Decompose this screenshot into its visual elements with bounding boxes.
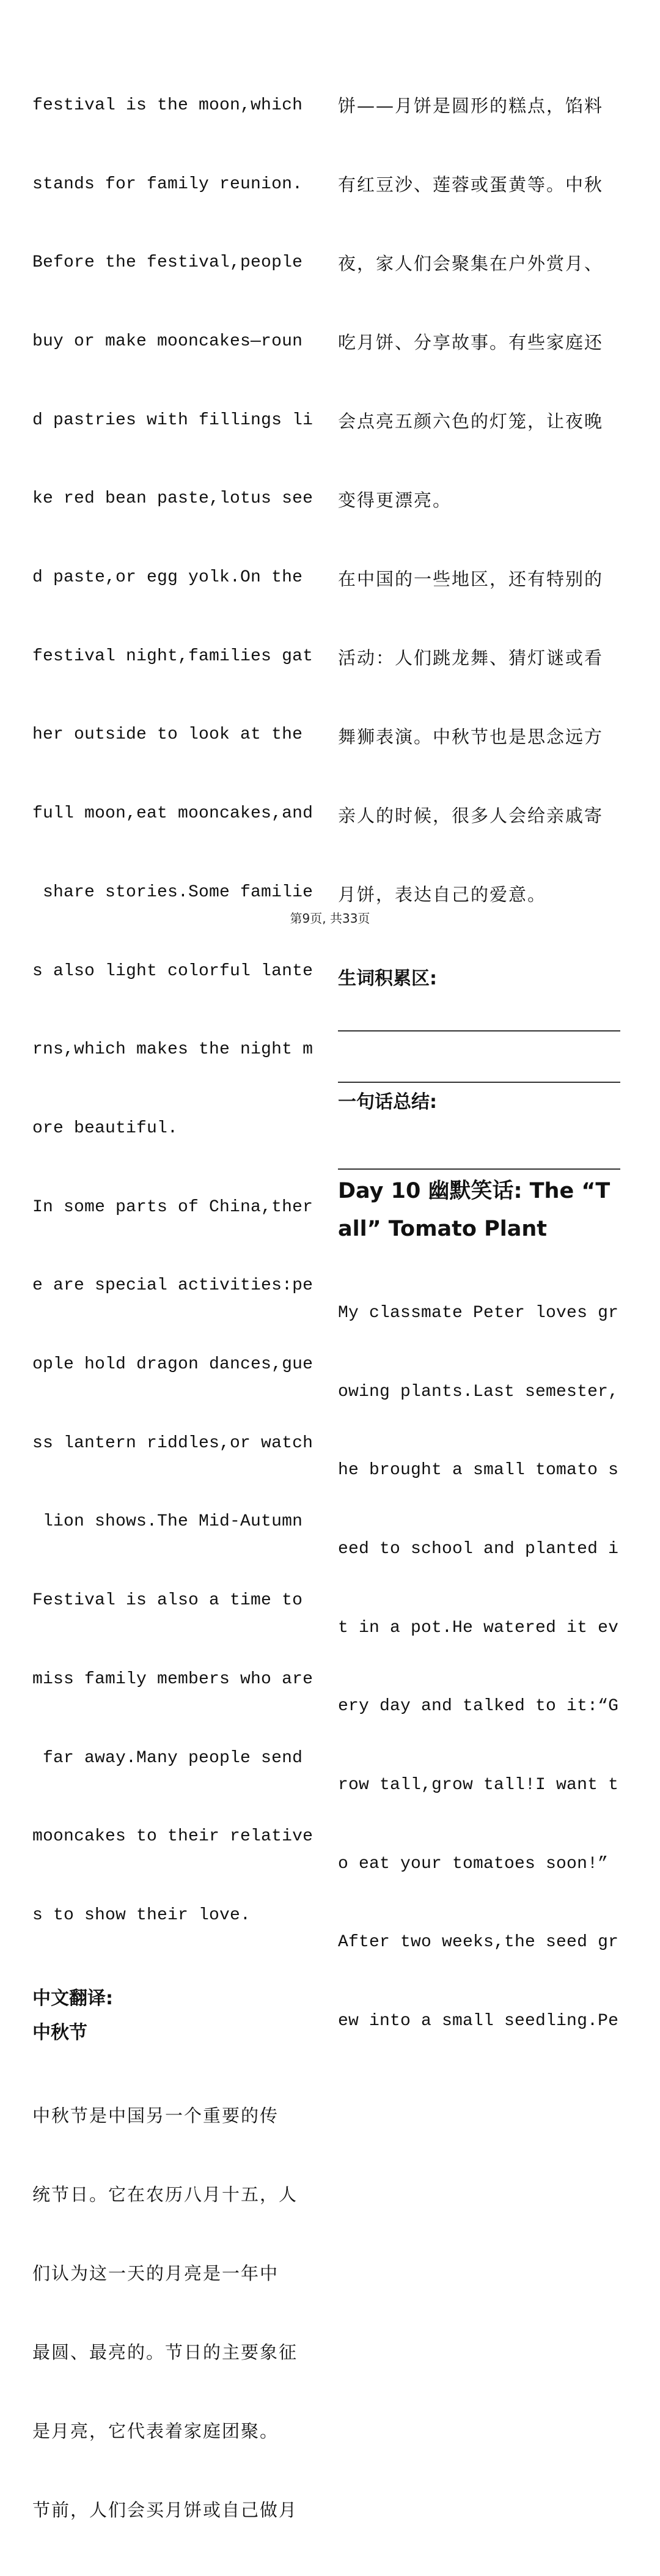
chinese-line: 变得更漂亮。 bbox=[338, 490, 452, 511]
story-line: ery day and talked to it:“G bbox=[338, 1697, 619, 1716]
english-line: Before the festival,people bbox=[32, 253, 303, 273]
story-line: ew into a small seedling.Pe bbox=[338, 2012, 619, 2031]
chinese-line: 有红豆沙、莲蓉或蛋黄等。中秋 bbox=[338, 174, 604, 195]
day-title-line: all” Tomato Plant bbox=[338, 1217, 548, 1241]
chinese-translation bbox=[32, 2050, 314, 2576]
chinese-line: 舞狮表演。中秋节也是思念远方 bbox=[338, 726, 604, 747]
chinese-line: 活动：人们跳龙舞、猜灯谜或看 bbox=[338, 648, 604, 668]
writing-line bbox=[338, 1082, 620, 1083]
english-line: miss family members who are bbox=[32, 1669, 314, 1689]
chinese-line: 月饼，表达自己的爱意。 bbox=[338, 884, 547, 905]
story-line: owing plants.Last semester, bbox=[338, 1382, 619, 1401]
english-line: ss lantern riddles,or watch bbox=[32, 1433, 314, 1453]
english-line: ore beautiful. bbox=[32, 1118, 178, 1138]
chinese-line: 夜，家人们会聚集在户外赏月、 bbox=[338, 253, 604, 274]
chinese-line: 统节日。它在农历八月十五，人 bbox=[32, 2183, 298, 2205]
english-line: s to show their love. bbox=[32, 1905, 251, 1925]
english-line: lion shows.The Mid-Autumn bbox=[32, 1512, 303, 1532]
english-passage bbox=[32, 40, 314, 1982]
story-line: he brought a small tomato s bbox=[338, 1461, 619, 1480]
left-column bbox=[32, 40, 314, 2576]
chinese-line: 中秋节是中国另一个重要的传 bbox=[32, 2105, 279, 2126]
english-line: In some parts of China,ther bbox=[32, 1197, 314, 1217]
story-line: My classmate Peter loves gr bbox=[338, 1303, 619, 1323]
english-line: stands for family reunion. bbox=[32, 174, 303, 194]
chinese-line: 吃月饼、分享故事。有些家庭还 bbox=[338, 332, 604, 353]
english-line: d paste,or egg yolk.On the bbox=[32, 568, 303, 588]
english-line: rns,which makes the night m bbox=[32, 1040, 314, 1060]
story-line: t in a pot.He watered it ev bbox=[338, 1618, 619, 1637]
english-line: Festival is also a time to bbox=[32, 1591, 303, 1611]
chinese-line: 最圆、最亮的。节日的主要象征 bbox=[32, 2341, 298, 2363]
summary-heading: 一句话总结: bbox=[338, 1091, 437, 1113]
vocab-heading: 生词积累区: bbox=[338, 968, 437, 989]
story-line: o eat your tomatoes soon!” bbox=[338, 1854, 609, 1873]
english-line: s also light colorful lante bbox=[32, 961, 314, 981]
chinese-line: 在中国的一些地区，还有特别的 bbox=[338, 569, 604, 589]
day-title bbox=[338, 1172, 620, 1248]
writing-line bbox=[338, 1168, 620, 1170]
english-line: festival night,families gat bbox=[32, 646, 314, 666]
translation-heading: 中文翻译: bbox=[32, 1987, 113, 2009]
chinese-line: 节前，人们会买月饼或自己做月 bbox=[32, 2499, 298, 2520]
right-column bbox=[338, 40, 620, 2087]
chinese-line: 会点亮五颜六色的灯笼，让夜晚 bbox=[338, 411, 604, 432]
chinese-line: 们认为这一天的月亮是一年中 bbox=[32, 2262, 279, 2284]
english-line: full moon,eat mooncakes,and bbox=[32, 804, 314, 824]
vocab-writing-space bbox=[338, 1032, 620, 1082]
english-line: d pastries with fillings li bbox=[32, 410, 314, 430]
story-line: After two weeks,the seed gr bbox=[338, 1933, 619, 1952]
english-line: her outside to look at the bbox=[32, 725, 303, 745]
english-line: ople hold dragon dances,gue bbox=[32, 1355, 314, 1375]
chinese-translation-continued bbox=[338, 40, 620, 961]
summary-writing-space bbox=[338, 1120, 620, 1168]
english-line: far away.Many people send bbox=[32, 1748, 303, 1768]
vocab-writing-space bbox=[338, 996, 620, 1030]
chinese-line: 饼——月饼是圆形的糕点，馅料 bbox=[338, 95, 604, 116]
story-passage bbox=[338, 1248, 620, 2087]
english-line: mooncakes to their relative bbox=[32, 1827, 314, 1847]
story-line: row tall,grow tall!I want t bbox=[338, 1776, 619, 1795]
translation-title: 中秋节 bbox=[32, 2021, 87, 2043]
page-number: 第9页, 共33页 bbox=[290, 911, 370, 926]
english-line: e are special activities:pe bbox=[32, 1276, 314, 1296]
english-line: share stories.Some familie bbox=[32, 882, 314, 902]
day-title-line: Day 10 幽默笑话: The “T bbox=[338, 1179, 610, 1203]
english-line: ke red bean paste,lotus see bbox=[32, 489, 314, 509]
story-line: eed to school and planted i bbox=[338, 1539, 619, 1559]
chinese-line: 是月亮，它代表着家庭团聚。 bbox=[32, 2420, 279, 2441]
english-line: buy or make mooncakes—roun bbox=[32, 331, 303, 351]
chinese-line: 亲人的时候，很多人会给亲戚寄 bbox=[338, 805, 604, 826]
english-line: festival is the moon,which bbox=[32, 95, 303, 115]
